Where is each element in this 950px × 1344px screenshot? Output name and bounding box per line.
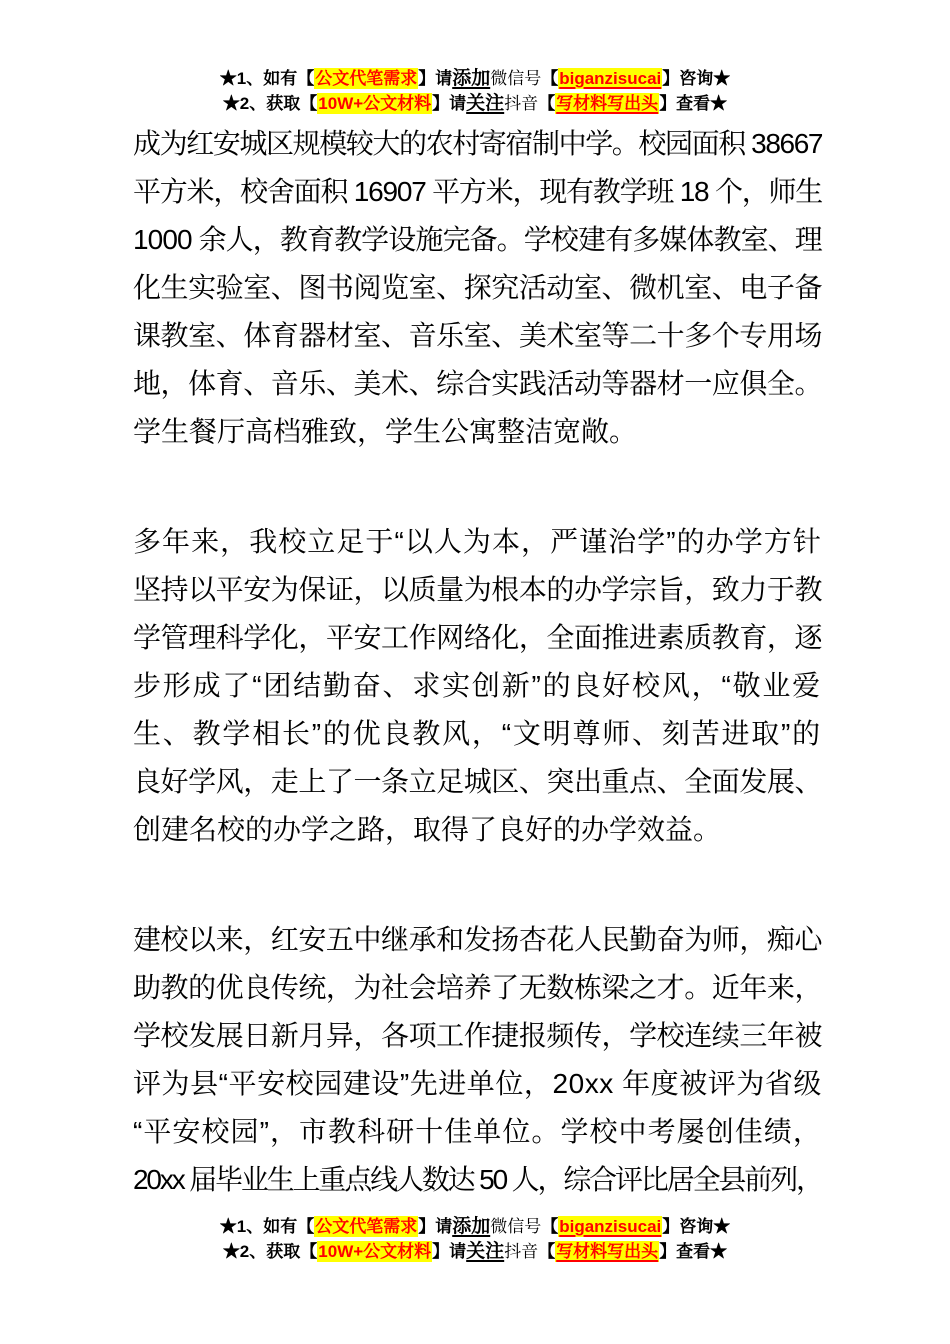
text-line [133, 1156, 822, 1204]
promo-line-2 [0, 1239, 950, 1264]
promo-line-2 [0, 91, 950, 116]
text-line [133, 518, 822, 566]
promo-suffix-2: 】查看★ [659, 94, 728, 113]
text-line-content: 多年来，我校立足于“以人为本，严谨治学”的办学方针 [133, 526, 822, 557]
text-line [133, 1012, 822, 1060]
text-line-content: 良好学风，走上了一条立足城区、突出重点、全面发展、 [133, 766, 823, 797]
wechat-label: 微信号 [490, 69, 542, 88]
promo-line-1 [0, 66, 950, 91]
text-line-content: 20xx 届毕业生上重点线人数达 50 人，综合评比居全县前列， [133, 1164, 822, 1195]
douyin-account-highlight: 写材料写出头 [556, 94, 659, 113]
text-line-content: 平方米，校舍面积 16907 平方米，现有教学班 18 个，师生 [133, 176, 823, 207]
douyin-label: 抖音 [504, 94, 539, 113]
text-line-content: 评为县“平安校园建设”先进单位，20xx 年度被评为省级 [133, 1068, 822, 1099]
promo-prefix-2: ★2、获取【 [222, 94, 318, 113]
text-line [133, 264, 822, 312]
text-line-content: 建校以来，红安五中继承和发扬杏花人民勤奋为师，痴心 [133, 924, 823, 955]
promo-banner-bottom [0, 1214, 950, 1264]
promo-suffix-1: 】咨询★ [662, 1217, 731, 1236]
ghostwriting-service-highlight: 公文代笔需求 [315, 69, 418, 88]
text-line [133, 408, 822, 456]
text-line-content: 化生实验室、图书阅览室、探究活动室、微机室、电子备 [133, 272, 823, 303]
text-line-content: 成为红安城区规模较大的农村寄宿制中学。校园面积 38667 [133, 128, 823, 159]
promo-suffix-2: 】查看★ [659, 1242, 728, 1261]
text-line [133, 566, 822, 614]
text-line-content: 助教的优良传统，为社会培养了无数栋梁之才。近年来， [133, 972, 823, 1003]
promo-text: 】请 [432, 94, 467, 113]
paragraph [133, 518, 822, 854]
text-line [133, 710, 822, 758]
text-line-content: 创建名校的办学之路，取得了良好的办学效益。 [133, 814, 722, 845]
douyin-label: 抖音 [504, 1242, 539, 1261]
bracket: 【 [541, 1217, 559, 1236]
text-line [133, 120, 822, 168]
text-line-content: 学管理科学化，平安工作网络化，全面推进素质教育，逐 [133, 622, 823, 653]
bracket: 【 [538, 94, 556, 113]
wechat-id-highlight: biganzisucai [559, 69, 662, 88]
text-line [133, 1108, 822, 1156]
materials-offer-highlight: 10W+公文材料 [318, 1242, 432, 1261]
douyin-account-highlight: 写材料写出头 [556, 1242, 659, 1261]
ghostwriting-service-highlight: 公文代笔需求 [315, 1217, 418, 1236]
text-line [133, 168, 822, 216]
document-body [133, 120, 822, 1204]
promo-prefix-2: ★2、获取【 [222, 1242, 318, 1261]
bracket: 【 [541, 69, 559, 88]
text-line-content: 地，体育、音乐、美术、综合实践活动等器材一应俱全。 [133, 368, 823, 399]
text-line-content: 生、教学相长”的优良教风，“文明尊师、刻苦进取”的 [133, 718, 822, 749]
promo-suffix-1: 】咨询★ [662, 69, 731, 88]
add-action-text: 添加 [452, 1216, 491, 1237]
promo-text: 】请 [418, 69, 453, 88]
text-line [133, 216, 822, 264]
paragraph [133, 120, 822, 456]
materials-offer-highlight: 10W+公文材料 [318, 94, 432, 113]
promo-line-1 [0, 1214, 950, 1239]
text-line [133, 758, 822, 806]
text-line-content: 1000 余人，教育教学设施完备。学校建有多媒体教室、理 [133, 224, 822, 255]
text-line [133, 964, 822, 1012]
text-line [133, 360, 822, 408]
text-line-content: 坚持以平安为保证，以质量为根本的办学宗旨，致力于教 [133, 574, 823, 605]
text-line-content: 步形成了“团结勤奋、求实创新”的良好校风，“敬业爱 [133, 670, 822, 701]
text-line [133, 806, 822, 854]
promo-text: 】请 [418, 1217, 453, 1236]
text-line-content: 学生餐厅高档雅致，学生公寓整洁宽敞。 [133, 416, 638, 447]
text-line [133, 614, 822, 662]
text-line [133, 312, 822, 360]
paragraph [133, 916, 822, 1204]
text-line-content: 课教室、体育器材室、音乐室、美术室等二十多个专用场 [133, 320, 823, 351]
add-action-text: 添加 [452, 68, 491, 89]
wechat-label: 微信号 [490, 1217, 542, 1236]
follow-action-text: 关注 [466, 1241, 505, 1262]
promo-text: 】请 [432, 1242, 467, 1261]
text-line-content: “平安校园”，市教科研十佳单位。学校中考屡创佳绩， [133, 1116, 822, 1147]
text-line-content: 学校发展日新月异，各项工作捷报频传，学校连续三年被 [133, 1020, 823, 1051]
promo-banner-top [0, 0, 950, 116]
text-line [133, 1060, 822, 1108]
bracket: 【 [538, 1242, 556, 1261]
wechat-id-highlight: biganzisucai [559, 1217, 662, 1236]
follow-action-text: 关注 [466, 93, 505, 114]
promo-prefix-1: ★1、如有【 [219, 69, 315, 88]
text-line [133, 916, 822, 964]
text-line [133, 662, 822, 710]
promo-prefix-1: ★1、如有【 [219, 1217, 315, 1236]
